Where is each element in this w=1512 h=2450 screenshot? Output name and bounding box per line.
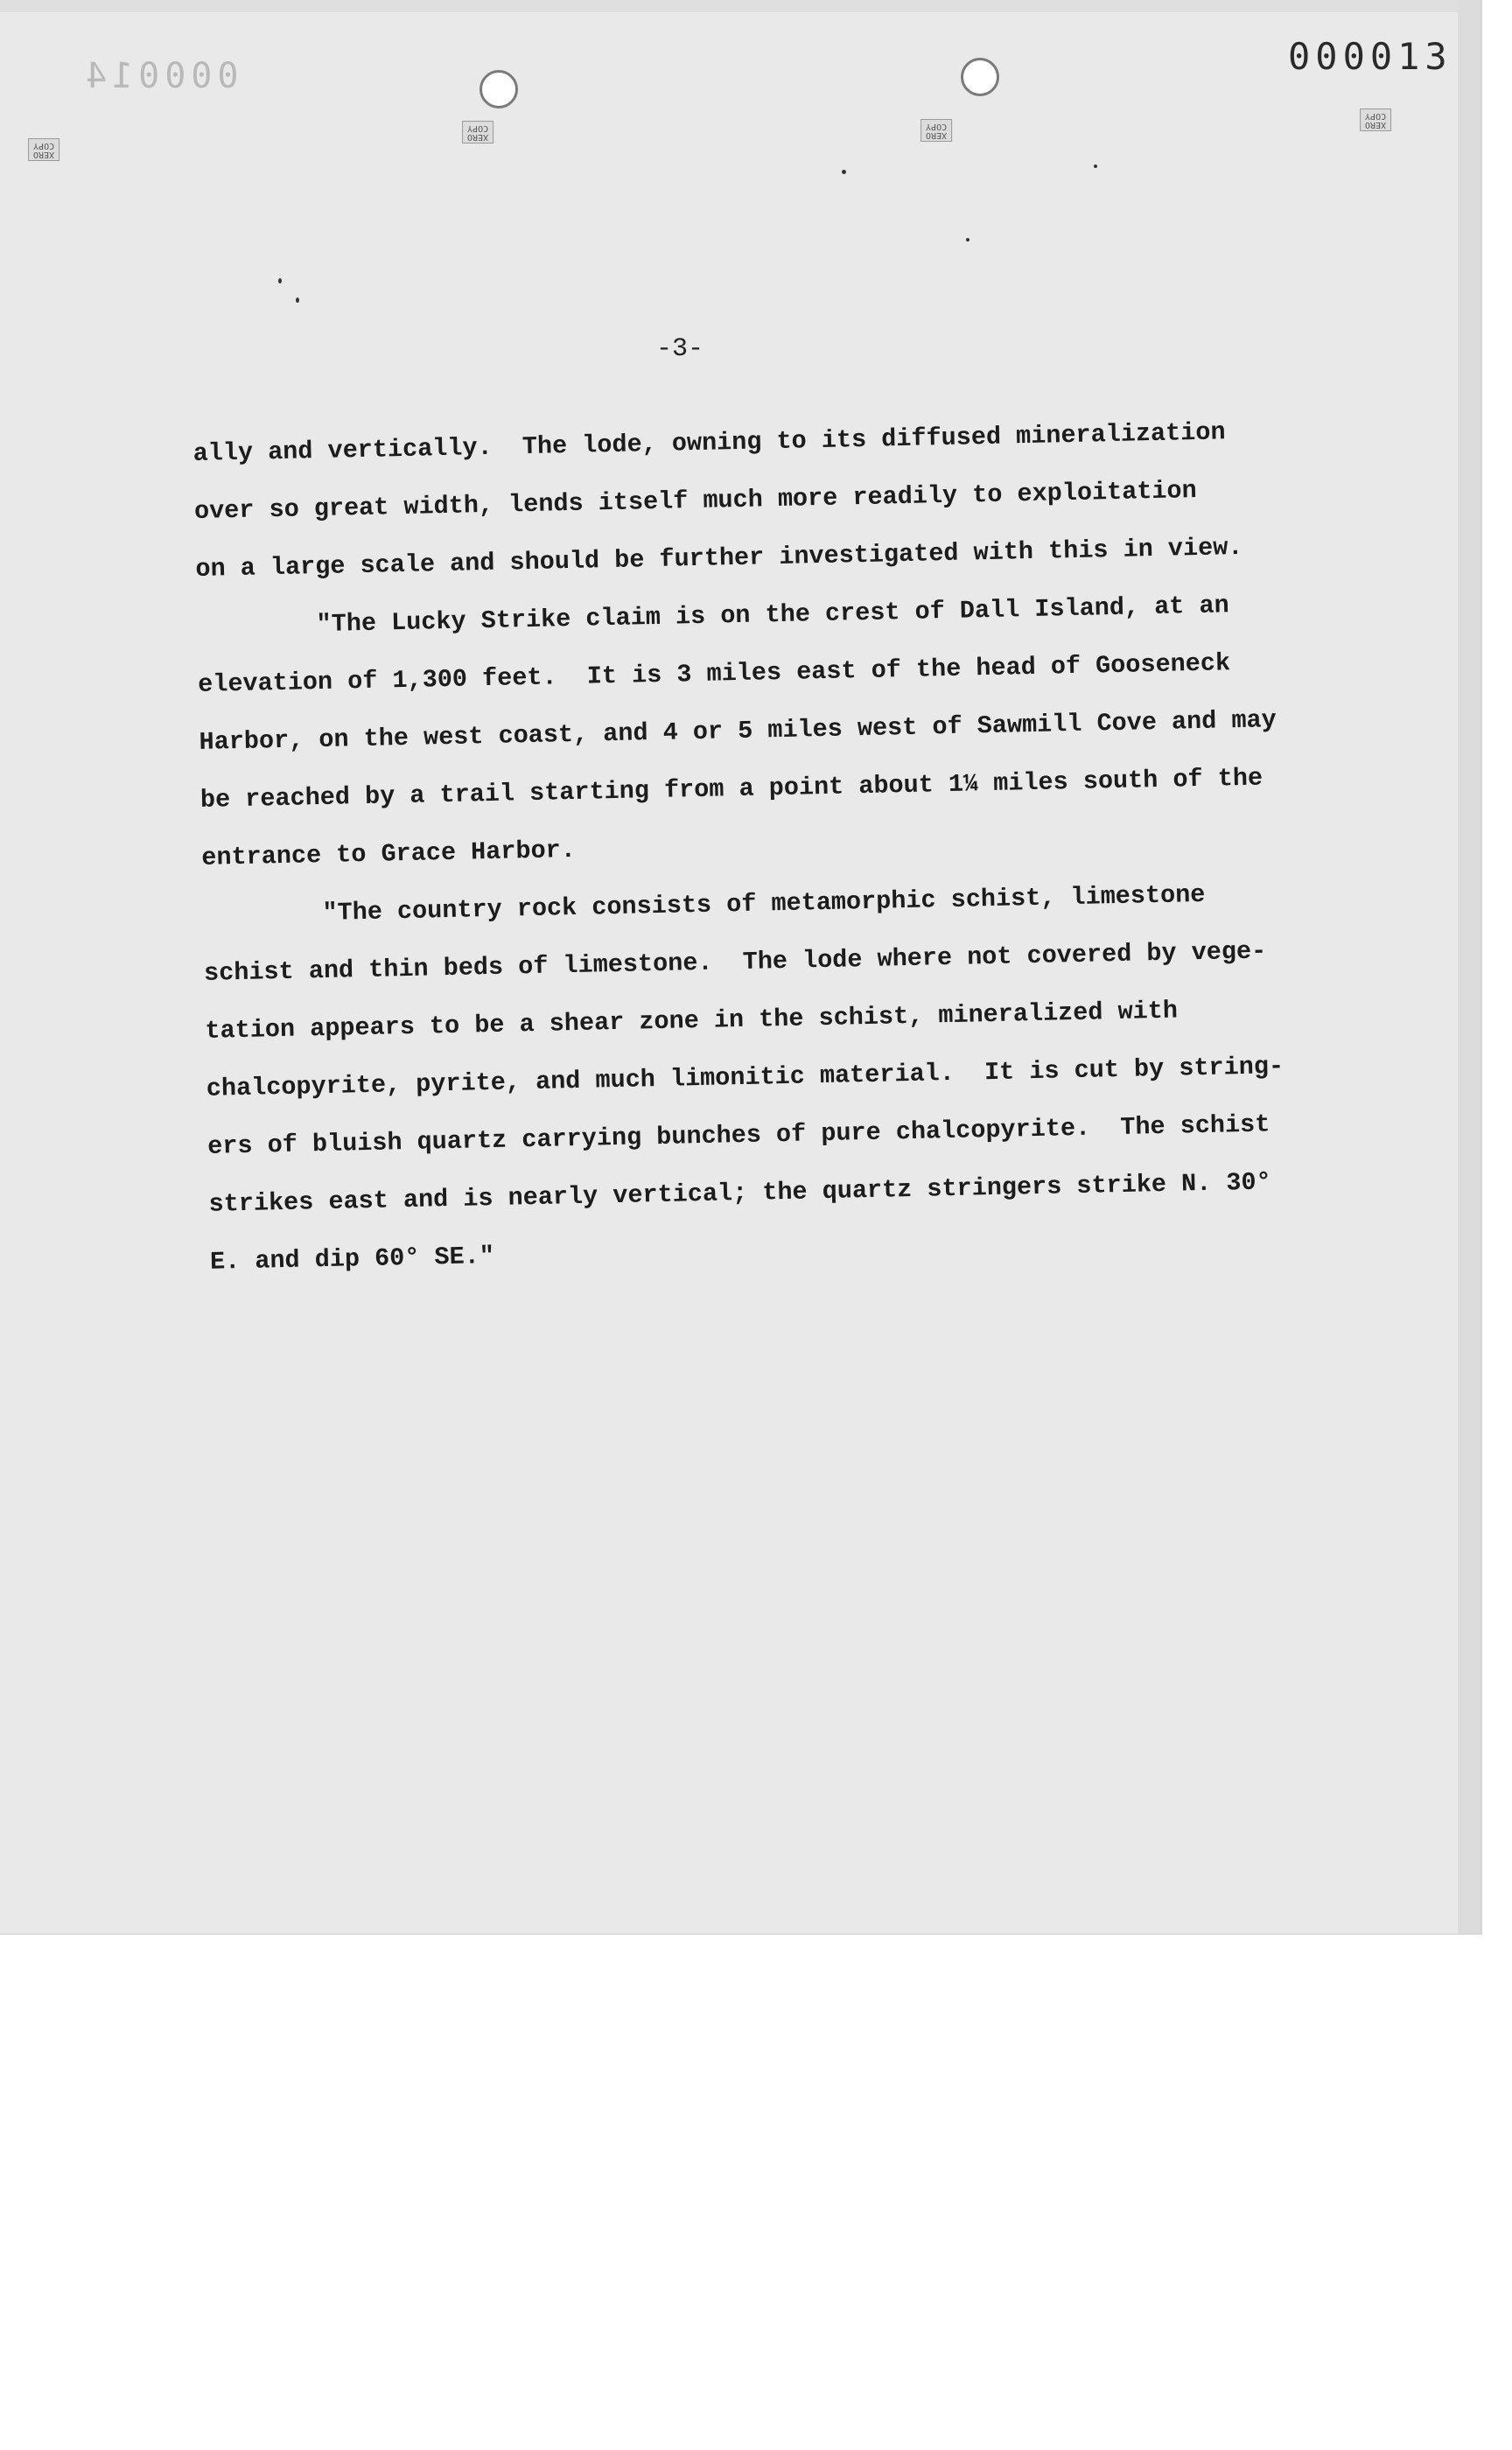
scan-speck — [966, 238, 970, 242]
text-line: be reached by a trail starting from a point about 1¼ miles south of the — [200, 763, 1264, 815]
sheet-right-edge — [1458, 0, 1480, 1934]
text-line: elevation of 1,300 feet. It is 3 miles east of the head of Gooseneck — [197, 648, 1231, 699]
page-number: -3- — [656, 334, 704, 364]
scan-speck — [842, 170, 846, 174]
bleed-through-number: 000014 — [80, 56, 239, 96]
binder-hole-left — [480, 70, 518, 108]
text-line: ers of bluish quartz carrying bunches of pure chalcopyrite. The schist — [206, 1110, 1270, 1161]
body-text — [192, 401, 1400, 1292]
scan-speck — [296, 298, 299, 303]
text-line: ally and vertically. The lode, owning to its diffused mineralization — [192, 417, 1226, 468]
text-line: strikes east and is nearly vertical; the quartz stringers strike N. 30° — [208, 1167, 1272, 1219]
text-line: over so great width, lends itself much more readily to exploitation — [193, 475, 1198, 526]
xero-copy-stamp: XERO COPY — [920, 119, 952, 142]
xero-copy-stamp: XERO COPY — [462, 121, 494, 144]
xero-copy-stamp: XERO COPY — [1360, 108, 1391, 131]
xero-copy-stamp: XERO COPY — [28, 138, 60, 161]
text-line: "The country rock consists of metamorphic schist, limestone — [202, 879, 1206, 930]
scan-speck — [278, 278, 282, 284]
binder-hole-right — [961, 58, 999, 96]
text-line: E. and dip 60° SE." — [209, 1241, 495, 1277]
text-line: chalcopyrite, pyrite, and much limonitic material. It is cut by string- — [206, 1052, 1284, 1103]
text-line: entrance to Grace Harbor. — [201, 835, 577, 872]
text-line: Harbor, on the west coast, and 4 or 5 miles west of Sawmill Cove and may — [199, 705, 1278, 757]
text-line: "The Lucky Strike claim is on the crest of Dall Island, at an — [196, 591, 1230, 641]
text-line: schist and thin beds of limestone. The lode where not covered by vege- — [203, 936, 1267, 988]
sheet-top-edge — [0, 0, 1480, 12]
scan-speck — [1094, 164, 1097, 168]
text-line: tation appears to be a shear zone in the schist, mineralized with — [205, 996, 1179, 1046]
text-line: on a large scale and should be further investigated with this in view. — [195, 532, 1243, 584]
document-number: 000013 — [1288, 35, 1452, 78]
